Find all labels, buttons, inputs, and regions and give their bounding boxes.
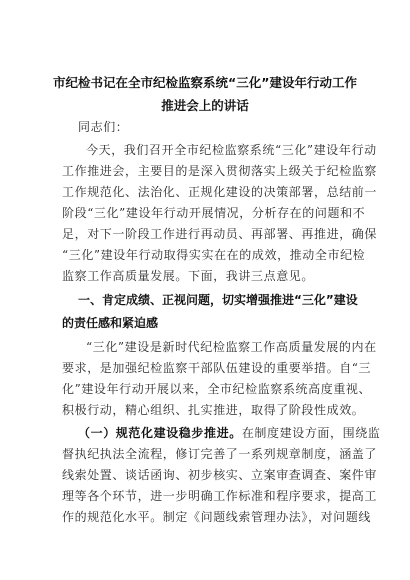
para2-line: “三化”建设是新时代纪检监察工作高质量发展的内在	[86, 340, 377, 354]
para1-line: 今天，我们召开全市纪检监察系统“三化”建设年行动	[86, 143, 377, 157]
para3-line: 理等各个环节，进一步明确工作标准和程序要求，提高工	[62, 489, 378, 503]
para3-line: 作的规范化水平。制定《问题线索管理办法》，对问题线	[62, 510, 372, 524]
para1-line: 足，对下一阶段工作进行再动员、再部署、再推进，确保	[62, 227, 378, 241]
para3-first-line	[78, 426, 381, 441]
para1-line: 工作推进会，主要目的是深入贯彻落实上级关于纪检监察	[62, 164, 378, 178]
para2-line: 积极行动，精心组织、扎实推进，取得了阶段性成效。	[62, 403, 365, 417]
document-title-line-1: 市纪检书记在全市纪检监察系统“三化”建设年行动工作	[53, 75, 357, 90]
para2-line: 化”建设年行动开展以来，全市纪检监察系统高度重视、	[62, 382, 372, 396]
para3-line: 督执纪执法全流程，修订完善了一系列规章制度，涵盖了	[62, 447, 378, 461]
subsection-heading: （一）规范化建设稳步推进。	[78, 426, 242, 440]
para1-line: “三化”建设年行动取得实实在在的成效，推动全市纪检	[62, 248, 366, 262]
section-heading-line-1: 一、肯定成绩、正视问题，切实增强推进“三化”建设	[78, 293, 358, 307]
para3-first-line-text: 在制度建设方面，围绕监	[241, 426, 381, 440]
section-heading-line-2: 的责任感和紧迫感	[62, 316, 159, 330]
para3-line: 线索处置、谈话函询、初步核实、立案审查调查、案件审	[62, 468, 378, 482]
para1-line: 阶段“三化”建设年行动开展情况，分析存在的问题和不	[62, 206, 366, 220]
para2-line: 要求，是加强纪检监察干部队伍建设的重要举措。自“三	[62, 361, 372, 375]
para1-line: 工作规范化、法治化、正规化建设的决策部署，总结前一	[62, 185, 378, 199]
para1-line: 监察工作高质量发展。下面，我讲三点意见。	[62, 269, 315, 283]
document-title-line-2: 推进会上的讲话	[161, 98, 249, 113]
greeting: 同志们：	[78, 120, 129, 134]
